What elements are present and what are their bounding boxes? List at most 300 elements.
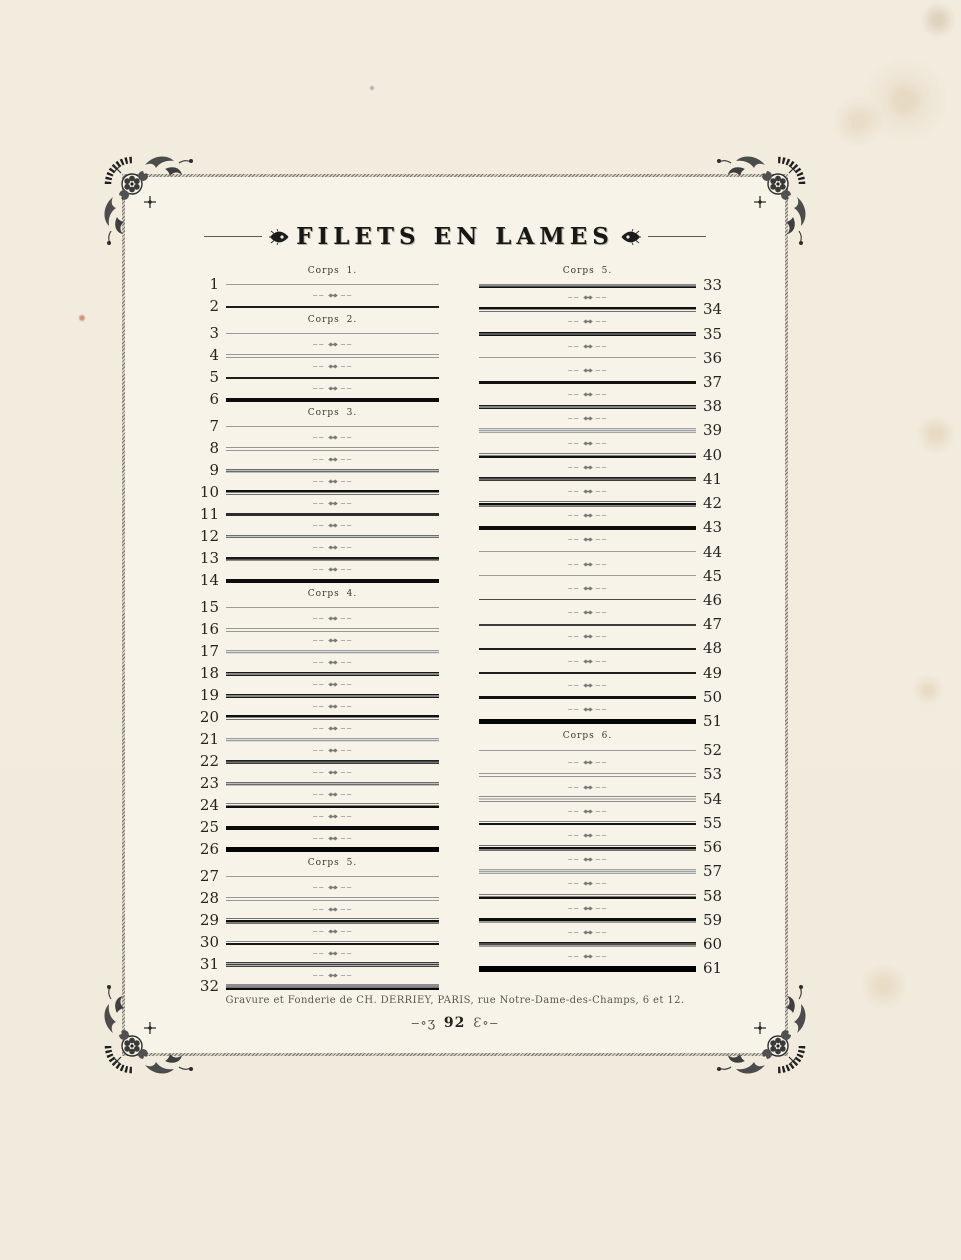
rule-specimen-row xyxy=(479,617,725,632)
rule-specimen-row xyxy=(479,937,725,952)
rule-specimen-row xyxy=(197,913,439,928)
rule-number: 60 xyxy=(703,935,723,954)
rule-separator-row xyxy=(197,747,439,754)
rule-sample xyxy=(479,845,696,851)
rule-separator-icon xyxy=(479,929,696,936)
rule-specimen-row xyxy=(197,463,439,478)
rule-separator-row xyxy=(479,294,725,301)
rule-separator-row xyxy=(197,884,439,891)
rule-specimen-row xyxy=(197,754,439,769)
rule-sample xyxy=(226,513,439,516)
rule-number: 34 xyxy=(703,300,723,319)
rule-separator-icon xyxy=(226,681,439,688)
rule-separator-icon xyxy=(479,609,696,616)
rule-separator-icon xyxy=(479,856,696,863)
rule-separator-icon xyxy=(226,928,439,935)
rule-number: 38 xyxy=(703,397,723,416)
rule-number: 57 xyxy=(703,862,723,881)
corps-size-label: Corps 5. xyxy=(307,858,358,868)
rule-sample xyxy=(479,942,696,947)
rule-sample xyxy=(226,354,439,358)
rule-sample xyxy=(226,490,439,495)
rule-separator-row xyxy=(479,784,725,791)
rule-separator-icon xyxy=(479,536,696,543)
corps-size-label: Corps 6. xyxy=(562,731,613,742)
rule-separator-row xyxy=(479,391,725,398)
rule-separator-icon xyxy=(479,905,696,912)
folio-ornament-left: ‒∘ʒ xyxy=(411,1016,437,1031)
rule-separator-row xyxy=(197,950,439,957)
rule-separator-row xyxy=(197,791,439,798)
rule-sample xyxy=(226,628,439,632)
rule-specimen-row xyxy=(197,419,439,434)
rule-sample xyxy=(479,696,696,699)
rule-sample xyxy=(479,453,696,458)
rule-separator-row xyxy=(197,500,439,507)
rule-sample xyxy=(479,599,696,601)
rule-number: 16 xyxy=(199,620,219,638)
rule-separator-icon xyxy=(479,464,696,471)
rule-specimen-row xyxy=(197,485,439,500)
rule-number: 58 xyxy=(703,886,723,905)
rule-specimen-row xyxy=(197,370,439,385)
rule-specimen-row xyxy=(197,957,439,972)
rule-sample xyxy=(479,869,696,874)
rule-separator-row xyxy=(479,512,725,519)
rule-separator-icon xyxy=(226,950,439,957)
rule-sample xyxy=(226,918,439,924)
rule-number: 61 xyxy=(703,959,723,978)
rule-specimen-row xyxy=(197,732,439,747)
rule-separator-icon xyxy=(226,703,439,710)
rule-separator-row xyxy=(479,415,725,422)
title-rule-left xyxy=(204,236,262,237)
rule-sample xyxy=(479,405,696,409)
rule-specimen-row xyxy=(197,529,439,544)
rule-specimen-row xyxy=(197,798,439,813)
rule-sample xyxy=(479,966,696,972)
rule-separator-row xyxy=(197,637,439,644)
corps-size-header-row xyxy=(197,314,439,326)
rule-sample xyxy=(226,306,439,308)
rule-separator-row xyxy=(197,615,439,622)
rule-number: 12 xyxy=(199,527,219,545)
page-title: FILETS EN LAMES xyxy=(296,223,614,250)
title-fleuron-left-icon xyxy=(269,229,289,245)
rule-number: 39 xyxy=(703,421,723,440)
rule-specimen-row xyxy=(479,714,725,729)
rule-separator-icon xyxy=(226,791,439,798)
rule-separator-icon xyxy=(479,415,696,422)
rule-number: 2 xyxy=(209,297,219,315)
rule-specimen-row xyxy=(479,687,725,706)
rule-separator-row xyxy=(479,440,725,447)
rule-sample xyxy=(226,984,439,990)
rule-sample xyxy=(226,469,439,473)
rule-number: 32 xyxy=(199,977,219,995)
rule-specimen-row xyxy=(197,573,439,588)
rule-separator-icon xyxy=(226,341,439,348)
rule-number: 17 xyxy=(199,642,219,660)
rule-separator-row xyxy=(479,367,725,374)
foundry-imprint: Gravure et Fonderie de CH. DERRIEY, PARIS, rue Notre-Dame-des-Champs, 6 et 12. xyxy=(225,995,685,1006)
rule-sample xyxy=(226,535,439,538)
title-block xyxy=(125,223,785,250)
rule-separator-icon xyxy=(226,522,439,529)
page-number: 92 xyxy=(443,1015,466,1031)
rule-number: 35 xyxy=(703,324,723,343)
rule-separator-row xyxy=(479,682,725,689)
rule-specimen-row xyxy=(479,566,725,585)
rule-separator-row xyxy=(197,385,439,392)
rule-separator-row xyxy=(197,906,439,913)
rule-separator-icon xyxy=(479,585,696,592)
rule-sample xyxy=(226,897,439,901)
rule-sample xyxy=(479,821,696,825)
rule-separator-icon xyxy=(226,434,439,441)
rule-number: 48 xyxy=(703,639,723,658)
rule-number: 59 xyxy=(703,910,723,929)
rule-number: 26 xyxy=(199,840,219,858)
rule-separator-icon xyxy=(479,658,696,665)
corps-size-label: Corps 4. xyxy=(307,589,358,599)
rule-sample xyxy=(479,672,696,674)
rule-separator-icon xyxy=(479,880,696,887)
rule-separator-icon xyxy=(226,835,439,842)
specimen-column-left xyxy=(197,265,439,995)
rule-number: 15 xyxy=(199,598,219,616)
rule-separator-icon xyxy=(479,488,696,495)
rule-separator-row xyxy=(479,905,725,912)
corps-size-label: Corps 3. xyxy=(307,408,358,418)
rule-separator-row xyxy=(197,566,439,573)
rule-sample xyxy=(226,962,439,967)
rule-specimen-row xyxy=(479,520,725,535)
rule-separator-row xyxy=(479,609,725,616)
rule-separator-icon xyxy=(226,385,439,392)
rule-specimen-row xyxy=(479,789,725,808)
rule-sample xyxy=(226,760,439,764)
rule-separator-icon xyxy=(479,706,696,713)
rule-separator-row xyxy=(479,464,725,471)
rule-separator-icon xyxy=(479,294,696,301)
rule-specimen-row xyxy=(197,600,439,615)
rule-separator-icon xyxy=(226,972,439,979)
rule-separator-icon xyxy=(226,544,439,551)
rule-sample xyxy=(226,715,439,720)
folio-line xyxy=(125,1015,785,1031)
rule-separator-icon xyxy=(479,561,696,568)
rule-number: 24 xyxy=(199,796,219,814)
rule-number: 50 xyxy=(703,687,723,706)
rule-sample xyxy=(479,381,696,384)
rule-specimen-row xyxy=(197,441,439,456)
rule-number: 42 xyxy=(703,494,723,513)
rule-separator-row xyxy=(197,456,439,463)
rule-separator-row xyxy=(479,488,725,495)
rule-separator-row xyxy=(479,706,725,713)
rule-sample xyxy=(479,719,696,724)
rule-separator-icon xyxy=(226,906,439,913)
rule-separator-icon xyxy=(479,832,696,839)
rule-sample xyxy=(479,332,696,336)
rule-specimen-row xyxy=(479,813,725,832)
rule-number: 31 xyxy=(199,955,219,973)
rule-separator-row xyxy=(479,808,725,815)
rule-separator-row xyxy=(197,292,439,299)
rule-separator-row xyxy=(197,703,439,710)
specimen-column-right xyxy=(479,265,725,977)
corps-size-header-row xyxy=(479,730,725,742)
rule-specimen-row xyxy=(197,979,439,994)
rule-separator-icon xyxy=(479,343,696,350)
rule-separator-row xyxy=(197,769,439,776)
rule-number: 23 xyxy=(199,774,219,792)
rule-separator-icon xyxy=(226,725,439,732)
rule-sample xyxy=(479,477,696,481)
rule-separator-row xyxy=(479,658,725,665)
rule-specimen-row xyxy=(197,644,439,659)
rule-separator-icon xyxy=(226,769,439,776)
rule-sample xyxy=(226,377,439,379)
rule-specimen-row xyxy=(479,910,725,929)
rule-separator-row xyxy=(479,880,725,887)
rule-sample xyxy=(226,782,439,786)
rule-sample xyxy=(479,918,696,923)
rule-separator-row xyxy=(197,478,439,485)
rule-separator-icon xyxy=(479,367,696,374)
rule-sample xyxy=(479,773,696,777)
rule-sample xyxy=(226,557,439,561)
rule-separator-icon xyxy=(479,784,696,791)
rule-specimen-row xyxy=(479,641,725,656)
rule-separator-row xyxy=(197,813,439,820)
rule-specimen-row xyxy=(479,743,725,758)
rule-specimen-row xyxy=(197,277,439,292)
rule-number: 33 xyxy=(703,276,723,295)
rule-sample xyxy=(479,501,696,507)
rule-number: 52 xyxy=(703,741,723,760)
rule-specimen-row xyxy=(197,869,439,884)
rule-specimen-row xyxy=(197,507,439,522)
rule-sample xyxy=(226,876,439,878)
rule-number: 44 xyxy=(703,542,723,561)
rule-specimen-row xyxy=(479,423,725,438)
rule-sample xyxy=(226,579,439,583)
rule-specimen-row xyxy=(479,372,725,391)
rule-sample xyxy=(226,672,439,676)
rule-sample xyxy=(226,426,439,428)
rule-separator-row xyxy=(479,832,725,839)
rule-separator-icon xyxy=(226,884,439,891)
rule-specimen-row xyxy=(197,392,439,407)
rule-number: 56 xyxy=(703,838,723,857)
rule-sample xyxy=(479,894,696,899)
rule-separator-icon xyxy=(479,953,696,960)
rule-number: 41 xyxy=(703,469,723,488)
rule-separator-icon xyxy=(226,363,439,370)
rule-specimen-row xyxy=(479,399,725,414)
rule-specimen-row xyxy=(197,326,439,341)
rule-sample xyxy=(479,750,696,752)
rule-sample xyxy=(479,796,696,802)
rule-specimen-row xyxy=(197,551,439,566)
rule-specimen-row xyxy=(197,820,439,835)
rule-number: 40 xyxy=(703,445,723,464)
corps-size-header-row xyxy=(197,588,439,600)
rule-specimen-row xyxy=(479,302,725,317)
rule-sample xyxy=(226,847,439,852)
rule-specimen-row xyxy=(197,842,439,857)
rule-sample xyxy=(479,357,696,359)
rule-number: 47 xyxy=(703,615,723,634)
rule-specimen-row xyxy=(197,710,439,725)
rule-number: 5 xyxy=(209,368,219,386)
rule-number: 46 xyxy=(703,590,723,609)
rule-sample xyxy=(479,526,696,530)
rule-number: 20 xyxy=(199,708,219,726)
rule-specimen-row xyxy=(479,496,725,511)
rule-specimen-row xyxy=(197,299,439,314)
rule-sample xyxy=(226,607,439,609)
rule-separator-icon xyxy=(226,659,439,666)
rule-sample xyxy=(479,624,696,626)
rule-separator-row xyxy=(197,928,439,935)
folio-ornament-right: Ɛ∘‒ xyxy=(473,1016,499,1031)
rule-number: 6 xyxy=(209,390,219,408)
rule-specimen-row xyxy=(479,840,725,855)
rule-separator-icon xyxy=(226,615,439,622)
rule-specimen-row xyxy=(479,469,725,488)
rule-sample xyxy=(479,284,696,288)
rule-specimen-row xyxy=(197,688,439,703)
rule-separator-row xyxy=(479,536,725,543)
rule-separator-icon xyxy=(226,813,439,820)
rule-sample xyxy=(226,284,439,286)
rule-sample xyxy=(226,803,439,808)
rule-number: 3 xyxy=(209,324,219,342)
rule-number: 53 xyxy=(703,765,723,784)
rule-specimen-row xyxy=(197,935,439,950)
rule-sample xyxy=(226,694,439,698)
rule-specimen-row xyxy=(197,348,439,363)
rule-separator-icon xyxy=(479,759,696,766)
corps-size-header-row xyxy=(197,407,439,419)
rule-number: 19 xyxy=(199,686,219,704)
rule-number: 37 xyxy=(703,372,723,391)
corps-size-label: Corps 2. xyxy=(307,315,358,325)
rule-specimen-row xyxy=(197,776,439,791)
rule-number: 54 xyxy=(703,789,723,808)
rule-separator-row xyxy=(479,633,725,640)
rule-specimen-row xyxy=(479,886,725,905)
rule-sample xyxy=(226,447,439,451)
rule-separator-icon xyxy=(479,318,696,325)
rule-number: 11 xyxy=(199,505,219,523)
specimen-plate xyxy=(122,174,788,1056)
rule-number: 1 xyxy=(209,275,219,293)
rule-separator-row xyxy=(479,343,725,350)
rule-specimen-row xyxy=(479,348,725,367)
rule-number: 8 xyxy=(209,439,219,457)
rule-separator-row xyxy=(197,659,439,666)
rule-number: 22 xyxy=(199,752,219,770)
rule-specimen-row xyxy=(479,324,725,343)
rule-separator-row xyxy=(197,363,439,370)
rule-specimen-row xyxy=(479,590,725,609)
rule-sample xyxy=(226,650,439,654)
rule-number: 43 xyxy=(703,518,723,537)
rule-specimen-row xyxy=(479,767,725,782)
rule-number: 36 xyxy=(703,348,723,367)
rule-specimen-row xyxy=(479,542,725,561)
rule-number: 29 xyxy=(199,911,219,929)
corps-size-label: Corps 1. xyxy=(307,266,358,276)
rule-number: 28 xyxy=(199,889,219,907)
rule-number: 27 xyxy=(199,867,219,885)
rule-sample xyxy=(479,307,696,312)
rule-separator-icon xyxy=(226,637,439,644)
corps-size-header-row xyxy=(479,265,725,277)
rule-specimen-row xyxy=(479,278,725,293)
rule-separator-icon xyxy=(226,747,439,754)
rule-number: 4 xyxy=(209,346,219,364)
rule-number: 18 xyxy=(199,664,219,682)
rule-separator-row xyxy=(197,434,439,441)
rule-separator-row xyxy=(479,856,725,863)
rule-separator-icon xyxy=(479,808,696,815)
rule-number: 13 xyxy=(199,549,219,567)
rule-number: 51 xyxy=(703,712,723,731)
rule-specimen-row xyxy=(197,666,439,681)
rule-sample xyxy=(479,551,696,553)
rule-sample xyxy=(226,398,439,402)
rule-separator-icon xyxy=(226,292,439,299)
rule-separator-row xyxy=(479,929,725,936)
rule-separator-icon xyxy=(479,633,696,640)
rule-sample xyxy=(479,575,696,577)
rule-sample xyxy=(226,333,439,335)
rule-sample xyxy=(226,826,439,830)
rule-separator-icon xyxy=(226,456,439,463)
rule-separator-icon xyxy=(226,478,439,485)
rule-specimen-row xyxy=(479,445,725,464)
rule-number: 25 xyxy=(199,818,219,836)
rule-separator-row xyxy=(197,972,439,979)
rule-sample xyxy=(226,738,439,742)
rule-separator-icon xyxy=(479,391,696,398)
rule-separator-row xyxy=(197,522,439,529)
rule-number: 21 xyxy=(199,730,219,748)
rule-sample xyxy=(479,428,696,433)
rule-sample xyxy=(226,941,439,945)
rule-specimen-row xyxy=(479,663,725,682)
rule-sample xyxy=(479,648,696,650)
rule-separator-icon xyxy=(479,512,696,519)
rule-specimen-row xyxy=(479,864,725,879)
rule-separator-row xyxy=(479,585,725,592)
rule-specimen-row xyxy=(479,961,725,976)
rule-number: 10 xyxy=(199,483,219,501)
title-fleuron-right-icon xyxy=(621,229,641,245)
rule-separator-row xyxy=(197,341,439,348)
rule-separator-row xyxy=(479,561,725,568)
rule-separator-icon xyxy=(226,500,439,507)
rule-separator-icon xyxy=(226,566,439,573)
rule-number: 55 xyxy=(703,813,723,832)
rule-separator-row xyxy=(197,681,439,688)
rule-number: 30 xyxy=(199,933,219,951)
